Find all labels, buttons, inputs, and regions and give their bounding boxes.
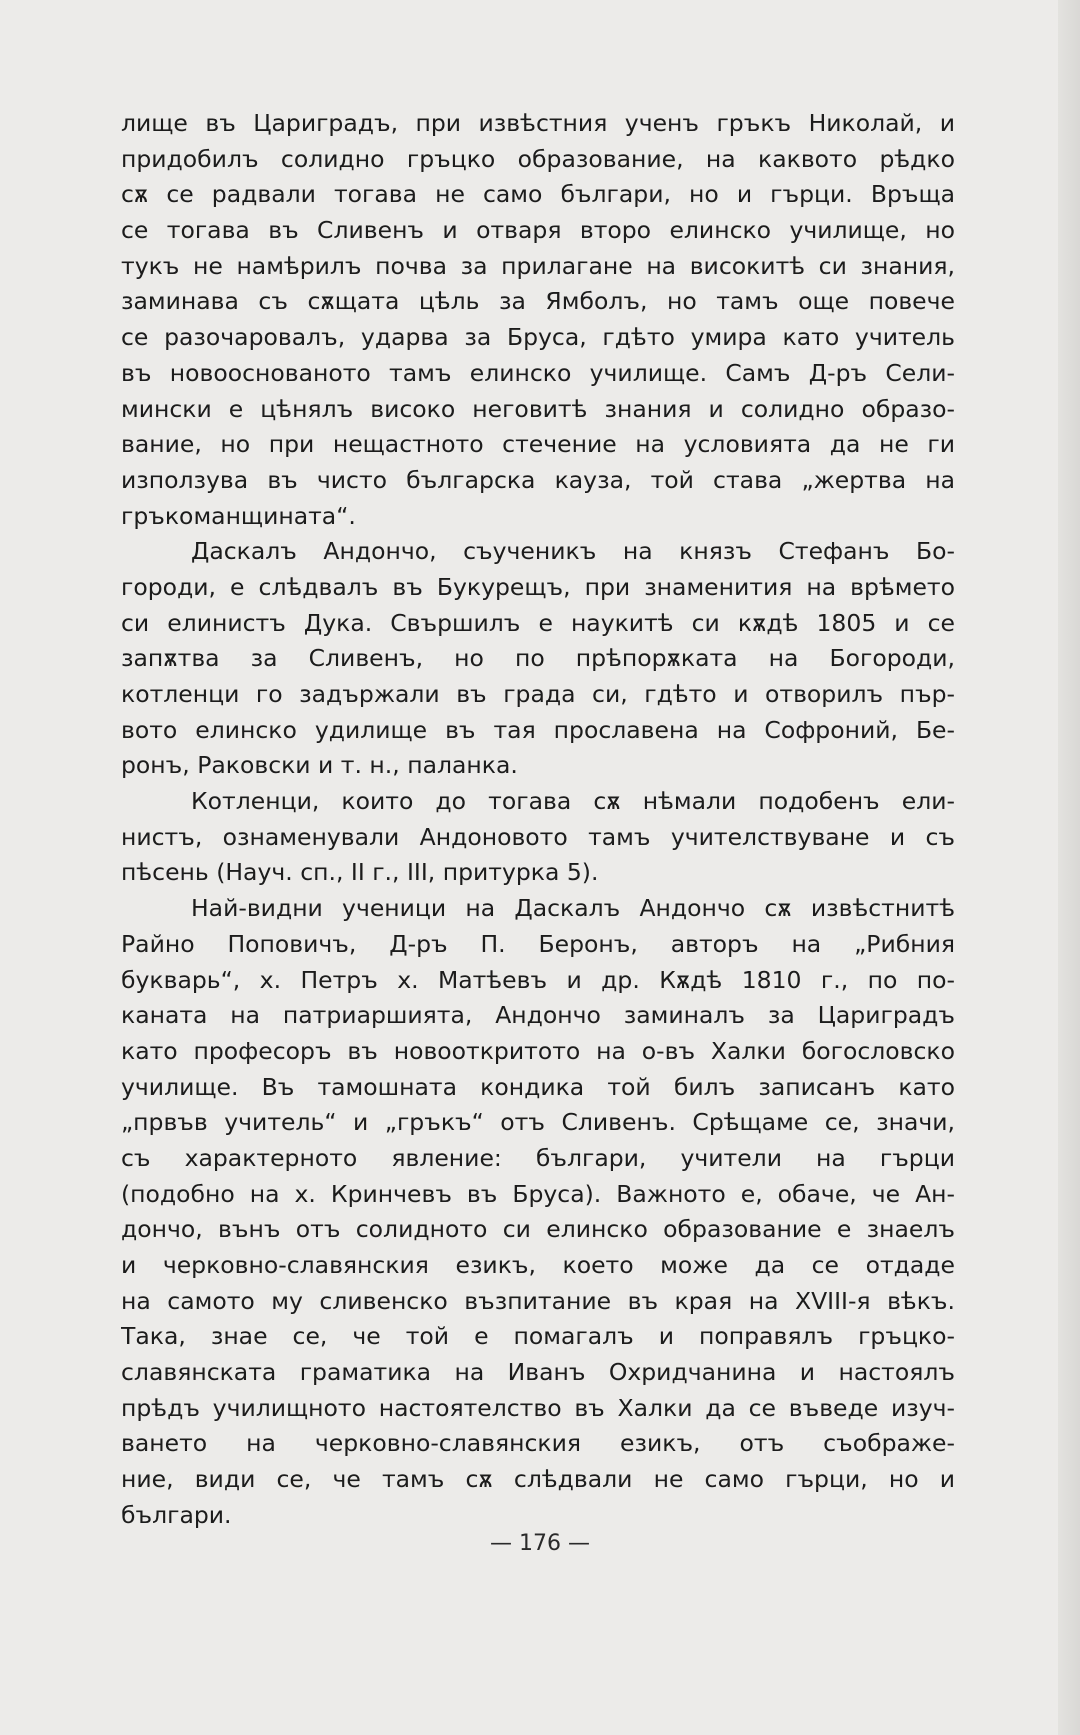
text-line: нистъ, ознаменували Андоновото тамъ учителствуване и съ bbox=[121, 822, 955, 851]
text-line: придобилъ солидно гръцко образование, на каквото рѣдко bbox=[121, 144, 955, 173]
text-line: на самото му сливенско възпитание въ края на XVIII-я вѣкъ. bbox=[121, 1286, 955, 1315]
text-line: ването на черковно-славянския езикъ, отъ съображе- bbox=[121, 1429, 955, 1458]
text-line: ронъ, Раковски и т. н., паланка. bbox=[121, 751, 518, 780]
text-line: славянската граматика на Иванъ Охридчанина и настоялъ bbox=[121, 1358, 955, 1387]
text-line: букварь“, х. Петръ х. Матѣевъ и др. Кѫдѣ 1810 г., по по- bbox=[121, 965, 955, 994]
body-text bbox=[121, 106, 955, 1534]
text-line: сѫ се радвали тогава не само българи, но и гърци. Връща bbox=[121, 180, 955, 209]
text-line: (подобно на х. Кринчевъ въ Бруса). Важното е, обаче, че Ан- bbox=[121, 1179, 955, 1208]
text-line: тукъ не намѣрилъ почва за прилагане на високитѣ си знания, bbox=[121, 251, 955, 280]
text-line: съ характерното явление: българи, учители на гърци bbox=[121, 1143, 955, 1172]
text-line: заминава съ сѫщата цѣль за Ямболъ, но тамъ още повече bbox=[121, 287, 955, 316]
text-line: городи, е слѣдвалъ въ Букурещъ, при знаменития на врѣмето bbox=[121, 572, 955, 601]
text-line: ние, види се, че тамъ сѫ слѣдвали не само гърци, но и bbox=[121, 1465, 955, 1494]
text-line: гръкоманщината“. bbox=[121, 501, 356, 530]
page-number: — 176 — bbox=[490, 1531, 590, 1556]
text-line: Райно Поповичъ, Д-ръ П. Беронъ, авторъ на „Рибния bbox=[121, 929, 955, 958]
text-line: се разочаровалъ, ударва за Бруса, гдѣто умира като учитель bbox=[121, 323, 955, 352]
text-line: Така, знае се, че той е помагалъ и поправялъ гръцко- bbox=[121, 1322, 955, 1351]
text-line: Котленци, които до тогава сѫ нѣмали подобенъ ели- bbox=[191, 787, 955, 816]
text-line: пѣсень (Науч. сп., II г., III, притурка 5). bbox=[121, 858, 599, 887]
text-line: котленци го задържали въ града си, гдѣто и отворилъ пър- bbox=[121, 680, 955, 708]
text-line: дончо, вънъ отъ солидното си елинско образование е знаелъ bbox=[121, 1215, 955, 1244]
text-line: Даскалъ Андончо, съученикъ на князъ Стефанъ Бо- bbox=[191, 537, 955, 566]
text-line: използува въ чисто българска кауза, той става „жертва на bbox=[121, 465, 955, 494]
text-line: запѫтва за Сливенъ, но по прѣпорѫката на Богороди, bbox=[121, 644, 955, 673]
text-line: вание, но при нещастното стечение на условията да не ги bbox=[121, 430, 955, 459]
text-line: българи. bbox=[121, 1500, 232, 1529]
text-line: лище въ Цариградъ, при извѣстния ученъ гръкъ Николай, и bbox=[121, 109, 955, 137]
text-line: и черковно-славянския езикъ, което може да се отдаде bbox=[121, 1251, 955, 1279]
text-line: училище. Въ тамошната кондика той билъ записанъ като bbox=[121, 1072, 955, 1101]
text-line: прѣдъ училищното настоятелство въ Халки да се въведе изуч- bbox=[121, 1393, 955, 1422]
page-edge-shadow bbox=[1058, 0, 1080, 1735]
text-line: въ новооснованото тамъ елинско училище. Самъ Д-ръ Сели- bbox=[121, 358, 955, 387]
text-line: си елинистъ Дука. Свършилъ е наукитѣ си кѫдѣ 1805 и се bbox=[121, 608, 955, 637]
text-line: „првъв учитель“ и „гръкъ“ отъ Сливенъ. Срѣщаме се, значи, bbox=[121, 1108, 955, 1137]
text-line: се тогава въ Сливенъ и отваря второ елинско училище, но bbox=[121, 216, 955, 245]
text-line: мински е цѣнялъ високо неговитѣ знания и солидно образо- bbox=[121, 394, 955, 423]
text-line: вото елинско удилище въ тая прославена на Софроний, Бе- bbox=[121, 715, 955, 744]
text-line: каната на патриаршията, Андончо заминалъ за Цариградъ bbox=[121, 1001, 955, 1030]
text-line: като професоръ въ новооткритото на о-въ Халки богословско bbox=[121, 1036, 955, 1065]
text-line: Най-видни ученици на Даскалъ Андончо сѫ извѣстнитѣ bbox=[191, 894, 955, 923]
